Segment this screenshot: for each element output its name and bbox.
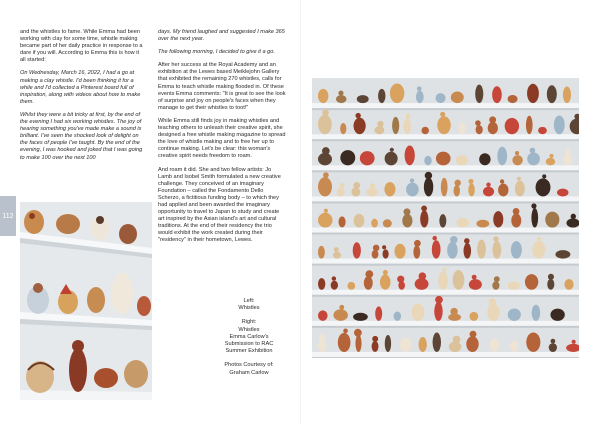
clay-whistle bbox=[353, 313, 368, 321]
text-column-2 bbox=[158, 29, 286, 251]
clay-whistle bbox=[497, 147, 507, 166]
clay-whistle bbox=[525, 274, 538, 290]
clay-whistle bbox=[477, 240, 486, 259]
clay-whistle bbox=[492, 241, 501, 259]
clay-whistle bbox=[416, 91, 424, 103]
clay-whistle bbox=[493, 211, 503, 227]
page-number: 112 bbox=[2, 212, 14, 220]
clay-whistle bbox=[318, 153, 332, 165]
clay-whistle bbox=[390, 84, 404, 104]
clay-whistle bbox=[563, 86, 571, 103]
clay-whistle bbox=[453, 270, 465, 290]
caption-right-line: Emma Carlow's bbox=[229, 333, 269, 340]
clay-whistle bbox=[340, 123, 346, 134]
clay-whistle bbox=[372, 250, 379, 259]
clay-whistle bbox=[375, 306, 382, 321]
clay-whistle bbox=[566, 218, 579, 227]
clay-whistle bbox=[406, 183, 419, 197]
clay-whistle bbox=[419, 337, 427, 352]
shelf bbox=[312, 196, 579, 201]
shelf bbox=[312, 352, 579, 357]
clay-whistle bbox=[403, 118, 410, 134]
shelf bbox=[312, 321, 579, 326]
clay-whistle bbox=[550, 309, 564, 321]
clay-whistle bbox=[564, 154, 573, 165]
clay-whistle bbox=[434, 302, 442, 321]
clay-whistle bbox=[549, 343, 557, 352]
clay-whistle bbox=[337, 188, 345, 197]
clay-whistle bbox=[532, 241, 545, 259]
clay-whistle bbox=[383, 219, 392, 227]
clay-whistle bbox=[385, 335, 391, 352]
clay-whistle bbox=[318, 177, 332, 196]
photo-caption bbox=[214, 298, 284, 384]
clay-whistle bbox=[340, 150, 355, 165]
clay-whistle bbox=[433, 333, 441, 352]
clay-whistle bbox=[421, 127, 429, 134]
clay-whistle bbox=[505, 118, 519, 134]
page-gutter bbox=[300, 0, 301, 424]
caption-right-line: Summer Exhibition bbox=[225, 348, 273, 355]
clay-whistle bbox=[527, 152, 540, 165]
whistles-closeup-illustration bbox=[20, 202, 152, 400]
clay-whistle bbox=[354, 118, 366, 135]
clay-whistle bbox=[536, 178, 551, 196]
clay-whistle bbox=[498, 183, 508, 196]
clay-whistle bbox=[360, 151, 375, 165]
quote-paragraph: Whilst they were a bit tricky at first, by the end of the evening I had six working whistles. The joy of hearing something you've made make a sound is brilliant. I've seen the shocked look of delight on the faces of people I've taught. By the end of the evening, I was hooked and joked that I was going to make 100 over the next 100 bbox=[20, 111, 143, 161]
clay-whistle bbox=[372, 341, 379, 352]
clay-whistle bbox=[476, 125, 483, 134]
clay-whistle bbox=[439, 214, 446, 227]
clay-whistle bbox=[554, 115, 565, 134]
clay-whistle bbox=[333, 252, 341, 259]
clay-whistle bbox=[447, 242, 458, 259]
clay-whistle bbox=[436, 93, 446, 103]
clay-whistle bbox=[338, 333, 351, 352]
clay-whistle bbox=[420, 210, 428, 227]
clay-whistle bbox=[508, 282, 520, 290]
clay-whistle bbox=[378, 89, 385, 103]
clay-whistle bbox=[547, 85, 557, 103]
clay-whistle bbox=[405, 145, 415, 165]
clay-whistle bbox=[508, 308, 521, 320]
clay-whistle bbox=[353, 242, 361, 258]
clay-whistle bbox=[547, 279, 554, 290]
paragraph: and the whistles to fame. While Emma had been working with clay for some time, whistle making became part of her daily practice in response to a dare if you will. According to Emma this is how it all started: bbox=[20, 29, 143, 64]
clay-whistle bbox=[526, 116, 533, 134]
clay-whistle bbox=[468, 183, 474, 196]
shelf bbox=[312, 165, 579, 170]
clay-whistle bbox=[451, 92, 464, 104]
clay-whistle bbox=[437, 116, 450, 134]
clay-whistle bbox=[457, 218, 469, 228]
clay-whistle bbox=[449, 341, 462, 352]
clay-whistle bbox=[438, 271, 448, 289]
clay-whistle bbox=[531, 208, 538, 228]
clay-whistle bbox=[318, 213, 333, 228]
clay-whistle bbox=[492, 86, 502, 103]
clay-whistle bbox=[515, 181, 525, 197]
clay-whistle bbox=[394, 244, 405, 259]
page-number-tab bbox=[0, 196, 16, 236]
quote-paragraph: On Wednesday, March 16, 2022, I had a go at making a clay whistle. I'd been thinking it for a while and I'd collected a Pinterest board full of inspiration, along with videos about how to make them. bbox=[20, 70, 141, 105]
caption-credit-label: Photos Courtesy of: bbox=[224, 362, 274, 369]
shelf bbox=[312, 103, 579, 108]
clay-whistle bbox=[527, 84, 539, 103]
clay-whistle bbox=[380, 275, 391, 290]
clay-whistle bbox=[402, 214, 412, 228]
clay-whistle bbox=[432, 240, 441, 258]
clay-whistle bbox=[546, 158, 556, 165]
clay-whistle bbox=[411, 304, 424, 321]
clay-whistle bbox=[339, 216, 346, 227]
clay-whistle bbox=[508, 95, 518, 103]
quote-paragraph: days. My friend laughed and suggested I make 365 over the next year. bbox=[158, 29, 285, 43]
clay-whistle bbox=[476, 220, 489, 228]
clay-whistle bbox=[532, 305, 541, 321]
clay-whistle bbox=[479, 153, 490, 165]
clay-whistle bbox=[492, 281, 499, 290]
clay-whistle bbox=[512, 155, 522, 165]
clay-whistle bbox=[415, 278, 429, 290]
clay-whistle bbox=[374, 126, 384, 134]
clay-whistle bbox=[441, 178, 448, 197]
caption-left-text: Whistles bbox=[238, 305, 260, 312]
shelf bbox=[312, 290, 579, 295]
paragraph: After her success at the Royal Academy and an exhibition at the Lewes based Meiklejohn Gallery that exhibited the remaining 270 whistles, calls for Emma to teach whistle making flooded in. Of these events Emma comments: "It is great to see the look of surprise and joy on people's faces when they manage to get their whistles to toot!" bbox=[158, 62, 286, 111]
shelf bbox=[312, 134, 579, 139]
clay-whistle bbox=[436, 152, 451, 166]
clay-whistle bbox=[555, 250, 570, 258]
clay-whistle bbox=[385, 152, 398, 166]
clay-whistle bbox=[318, 115, 332, 135]
whistles-shelves-illustration bbox=[312, 78, 579, 358]
clay-whistle bbox=[364, 276, 373, 290]
paragraph: While Emma still finds joy in making whistles and teaching others to unleash their creative spirit, she designed a free whistle making magazine to spread the love of whistle making and to free her up to continue making. Let's be clear: this woman's creative spirit needs freedom to roam. bbox=[158, 117, 286, 160]
clay-whistle bbox=[564, 279, 573, 290]
clay-whistle bbox=[336, 95, 347, 103]
clay-whistle bbox=[366, 188, 377, 197]
clay-whistle bbox=[331, 281, 338, 290]
quote-paragraph: The following morning, I decided to give it a go. bbox=[158, 49, 275, 56]
clay-whistle bbox=[456, 155, 468, 165]
clay-whistle bbox=[510, 340, 518, 352]
clay-whistle bbox=[355, 335, 361, 352]
caption-right-label: Right: bbox=[241, 319, 257, 326]
caption-right-line: Submission to RAC bbox=[224, 341, 274, 348]
caption-left-label: Left: bbox=[243, 298, 255, 304]
clay-whistle bbox=[318, 339, 326, 352]
clay-whistle bbox=[487, 304, 499, 321]
clay-whistle bbox=[399, 338, 411, 352]
clay-whistle bbox=[511, 213, 521, 227]
clay-whistle bbox=[526, 332, 540, 352]
caption-right-line: Whistles bbox=[238, 326, 260, 333]
clay-whistle bbox=[413, 245, 420, 258]
clay-whistle bbox=[354, 214, 365, 228]
clay-whistle bbox=[357, 95, 369, 103]
clay-whistle bbox=[318, 278, 325, 290]
caption-credit-name: Graham Carlow bbox=[229, 369, 269, 376]
clay-whistle bbox=[470, 312, 479, 321]
clay-whistle bbox=[384, 182, 395, 196]
clay-whistle bbox=[454, 185, 460, 197]
clay-whistle bbox=[383, 249, 389, 258]
clay-whistle bbox=[333, 309, 348, 321]
clay-whistle bbox=[392, 117, 399, 134]
clay-whistle bbox=[483, 187, 494, 197]
clay-whistle bbox=[394, 311, 402, 320]
whistles-shelves-photo bbox=[312, 78, 579, 358]
clay-whistle bbox=[466, 336, 478, 352]
clay-whistle bbox=[475, 85, 483, 103]
clay-whistle bbox=[424, 156, 432, 166]
clay-whistle bbox=[557, 189, 569, 197]
clay-whistle bbox=[488, 122, 498, 134]
clay-whistle bbox=[464, 243, 472, 259]
clay-whistle bbox=[371, 219, 378, 228]
clay-whistle bbox=[348, 282, 356, 290]
whistles-closeup-photo bbox=[20, 202, 152, 400]
clay-whistle bbox=[318, 310, 328, 321]
clay-whistle bbox=[490, 338, 499, 352]
shelf bbox=[312, 259, 579, 264]
clay-whistle bbox=[511, 241, 522, 259]
text-column-1 bbox=[20, 29, 144, 168]
clay-whistle bbox=[424, 177, 433, 196]
clay-whistle bbox=[459, 123, 466, 135]
clay-whistle bbox=[469, 279, 482, 290]
clay-whistle bbox=[318, 246, 325, 259]
clay-whistle bbox=[545, 212, 559, 228]
clay-whistle bbox=[351, 187, 360, 196]
paragraph: And roam it did. She and two fellow artists: Jo Lamb and Isobel Smith formulated a new creative challenge. They conceived of an imaginary Foundation – called the Fondamento Dello Scherzo, a fictitious funding body – to which they had applied and been awarded the imaginary opportunity to travel to Japan to study and create art inspired by the Asian island's art and cultural traditions. At the end of their residency the trio would exhibit the work created during their "residency" in their hometown, Lewes. bbox=[158, 166, 281, 244]
clay-whistle bbox=[538, 127, 547, 134]
clay-whistle bbox=[318, 89, 328, 103]
shelf bbox=[312, 228, 579, 233]
